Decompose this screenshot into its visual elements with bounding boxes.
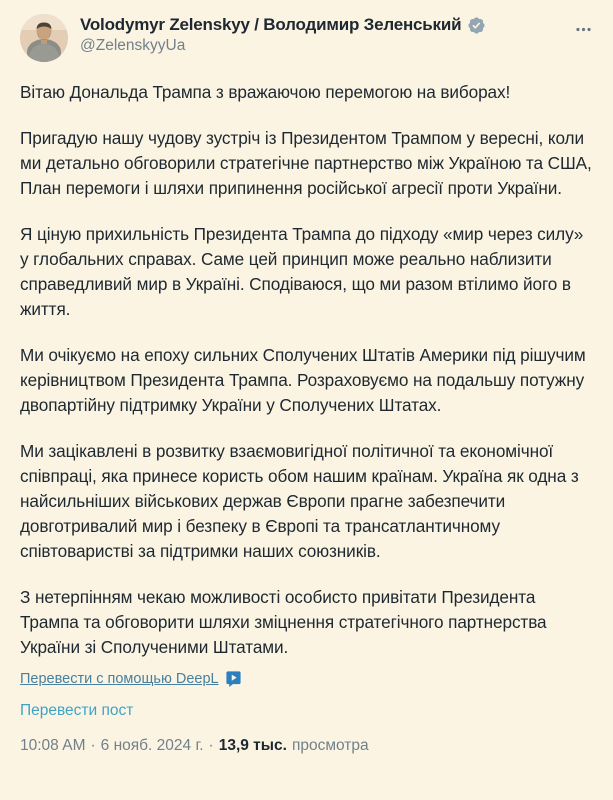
translate-deepl-link[interactable]: Перевести с помощью DeepL	[20, 670, 219, 687]
display-name[interactable]: Volodymyr Zelenskyy / Володимир Зеленський	[80, 15, 462, 34]
user-identity	[80, 14, 564, 55]
tweet-header	[20, 14, 593, 62]
views-count: 13,9 тыс.	[218, 737, 287, 754]
post-paragraph: Вітаю Дональда Трампа з вражаючою перемогою на виборах!	[20, 82, 511, 102]
name-row	[80, 15, 564, 35]
post-time: 10:08 AM	[20, 737, 86, 754]
verified-badge-icon	[467, 16, 486, 35]
avatar[interactable]	[20, 14, 68, 62]
meta-separator: ·	[208, 737, 214, 754]
three-dots-icon	[574, 20, 593, 39]
user-handle[interactable]: @ZelenskyyUa	[80, 37, 186, 54]
post-paragraph: Ми очікуємо на епоху сильних Сполучених Штатів Америки під рішучим керівництвом Президента Трампа. Розраховуємо на подальшу потужну двопартійну підтримку України у Сполучених Штатах.	[20, 345, 586, 415]
views-label: просмотра	[291, 737, 369, 754]
meta-separator: ·	[90, 737, 96, 754]
deepl-translate-row	[20, 670, 593, 687]
post-paragraph: З нетерпінням чекаю можливості особисто привітати Президента Трампа та обговорити шляхи зміцнення стратегічного партнерства України зі Сполученими Штатами.	[20, 587, 547, 657]
post-paragraph: Пригадую нашу чудову зустріч із Президентом Трампом у вересні, коли ми детально обговорили стратегічне партнерство між Україною та США, План перемоги і шляхи припинення російської агресії проти України.	[20, 128, 592, 198]
deepl-icon[interactable]	[225, 670, 242, 687]
post-date: 6 нояб. 2024 г.	[100, 737, 204, 754]
avatar-photo	[20, 14, 68, 62]
post-paragraph: Ми зацікавлені в розвитку взаємовигідної політичної та економічної співпраці, яка принесе користь обом нашим країнам. Україна як одна з найсильніших військових держав Європи прагне забезпечити довготривалий мир і безпеку в Європі та трансатлантичному співтоваристві за підтримки наших союзників.	[20, 441, 579, 561]
post-meta	[20, 737, 593, 755]
post-body	[20, 80, 593, 660]
more-menu-button[interactable]	[564, 14, 593, 45]
post-paragraph: Я ціную прихильність Президента Трампа до підходу «мир через силу» у глобальних справах. Саме цей принцип може реально наблизити справедливий мир в Україні. Сподіваюся, що ми разом втілимо його в життя.	[20, 224, 584, 319]
translate-post-link[interactable]: Перевести пост	[20, 702, 134, 719]
